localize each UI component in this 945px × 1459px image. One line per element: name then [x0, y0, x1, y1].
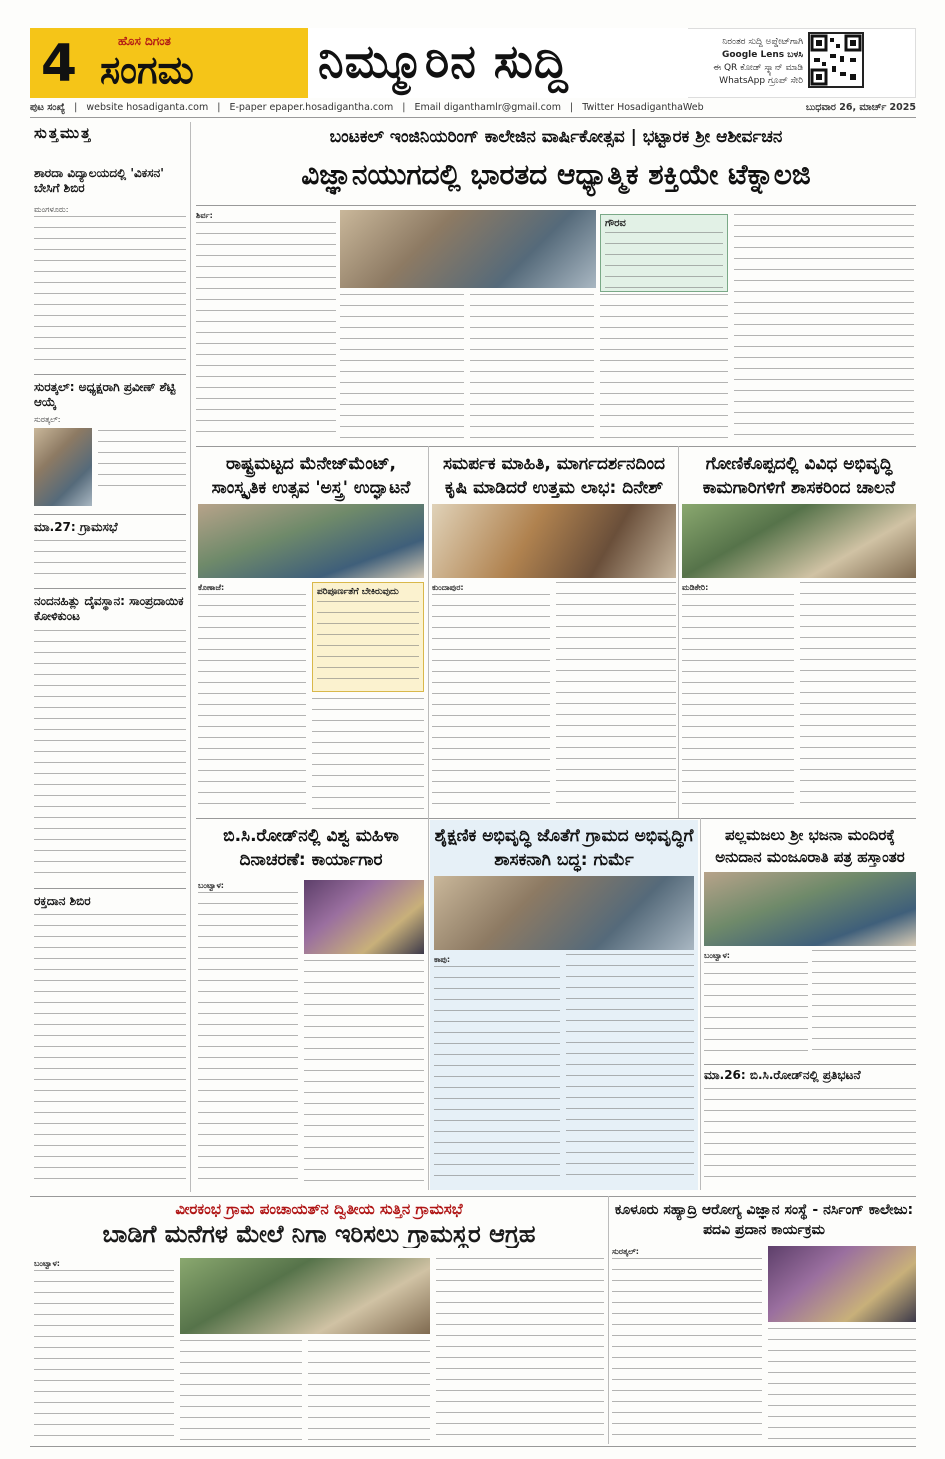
column-divider: [700, 818, 701, 1190]
story-dateline: ಮಡಿಕೇರಿ:: [682, 583, 709, 592]
story-body: [566, 954, 694, 1184]
column-label: ಸುತ್ತಮುತ್ತ: [34, 124, 93, 142]
story-headline: ಬಾಡಿಗೆ ಮನೆಗಳ ಮೇಲೆ ನಿಗಾ ಇರಿಸಲು ಗ್ರಾಮಸ್ಥರ ಆಗ್ರಹ: [102, 1220, 536, 1248]
sidebar-rule: [34, 588, 186, 589]
story-body: [682, 594, 794, 812]
story-headline: ಶೈಕ್ಷಣಿಕ ಅಭಿವೃದ್ಧಿ ಜೊತೆಗೆ ಗ್ರಾಮದ ಅಭಿವೃದ್ಧಿಗೆ ಶಾಸಕನಾಗಿ ಬದ್ಧ: ಗುರ್ಮೆ: [434, 826, 694, 870]
story-photo: [180, 1258, 430, 1334]
story-headline: ರಾಷ್ಟ್ರಮಟ್ಟದ ಮೆನೇಜ್‌ಮೆಂಟ್, ಸಾಂಸ್ಕೃತಿಕ ಉತ್ಸವ 'ಅಸ್ತ್ರ' ಉದ್ಘಾಟನೆ: [211, 454, 411, 498]
quote-box-body: [317, 601, 419, 681]
sidebar-story-headline: ಸುರತ್ಕಲ್: ಅಧ್ಯಕ್ಷರಾಗಿ ಪ್ರವೀಣ್ ಶೆಟ್ಟಿ ಆಯ್ಕೆ: [34, 380, 176, 409]
story-body: [612, 1258, 762, 1440]
story-dateline: ಬಂಟ್ವಾಳ:: [198, 881, 224, 890]
story-headline: ಸಮರ್ಪಕ ಮಾಹಿತಿ, ಮಾರ್ಗದರ್ಶನದಿಂದ ಕೃಷಿ ಮಾಡಿದರೆ ಉತ್ತಮ ಲಾಭ: ದಿನೇಶ್: [443, 454, 665, 498]
sidebar-story-body: [34, 630, 186, 880]
sidebar-rule: [34, 888, 186, 889]
qr-line: ಈ QR ಕೋಡ್ ಸ್ಕ್ಯಾನ್ ಮಾಡಿ: [713, 63, 803, 73]
sidebar-rule: [34, 374, 186, 375]
story-photo: [432, 504, 676, 578]
story-dateline: ಬಂಟ್ವಾಳ:: [704, 951, 730, 960]
qr-line: ನಿರಂತರ ಸುದ್ದಿ ಅಪ್ಡೇಟ್‌ಗಾಗಿ: [722, 37, 803, 47]
lead-body-col: [196, 222, 336, 440]
column-divider: [678, 446, 679, 818]
story-body: [304, 960, 424, 1184]
sidebar-rule: [34, 514, 186, 515]
brand-section-name: ಸಂಗಮ: [100, 48, 194, 92]
row-rule: [196, 446, 916, 447]
quote-box: [312, 582, 424, 692]
story-body: [434, 966, 560, 1184]
page-title: ನಿಮ್ಮೂರಿನ ಸುದ್ದಿ: [318, 34, 569, 88]
lead-photo: [340, 210, 596, 288]
column-divider: [428, 818, 429, 1190]
story-body: [198, 594, 306, 812]
story-photo: [198, 504, 424, 578]
row-rule: [704, 1064, 916, 1065]
story-dateline: ಬಂಟ್ವಾಳ:: [34, 1259, 60, 1268]
lead-kicker: ಬಂಟಕಲ್ ಇಂಜಿನಿಯರಿಂಗ್ ಕಾಲೇಜಿನ ವಾರ್ಷಿಕೋತ್ಸವ | ಭಟ್ಟಾರಕ ಶ್ರೀ ಆಶೀರ್ವಚನ: [329, 127, 783, 147]
lead-body-col: [600, 294, 728, 440]
story-body: [704, 962, 808, 1058]
twitter-link[interactable]: Twitter HosadiganthaWeb: [582, 102, 704, 113]
story-body: [198, 892, 298, 1184]
sidebar-story-dateline: ಮಂಗಳೂರು:: [34, 205, 69, 214]
issue-date: ಬುಧವಾರ 26, ಮಾರ್ಚ್ 2025: [805, 102, 916, 113]
sidebar-story-headline: ಶಾರದಾ ವಿದ್ಯಾಲಯದಲ್ಲಿ 'ವಿಕಸನ' ಬೇಸಿಗೆ ಶಿಬಿರ: [34, 166, 164, 195]
story-photo: [768, 1246, 916, 1322]
story-body: [800, 582, 916, 812]
info-bar: ಪುಟ ಸಂಖ್ಯೆ | website hosadiganta.com | E-paper epaper.hosadigantha.com | Email diganthamlr@gmail.com | Twitter HosadiganthaWeb ಬುಧವಾರ 26, ಮಾರ್ಚ್ 2025: [30, 100, 916, 118]
page-number: 4: [30, 28, 88, 98]
qr-line: Google Lens ಬಳಸಿ: [721, 50, 803, 60]
qr-instructions: [695, 36, 803, 88]
story-body: [556, 582, 676, 812]
column-divider: [428, 446, 429, 818]
sidebar-story-body: [34, 216, 186, 366]
email-link[interactable]: Email diganthamlr@gmail.com: [414, 102, 561, 113]
sidebar-story-body: [98, 430, 186, 496]
story-body: [704, 1088, 916, 1184]
story-dateline: ಕುಂದಾಪುರ:: [432, 583, 464, 592]
story-body: [308, 1340, 430, 1440]
story-dateline: ಕೊಣಾಜೆ:: [198, 583, 225, 592]
sidebar-story-dateline: ಸುರತ್ಕಲ್:: [34, 415, 61, 424]
row-rule: [196, 818, 916, 819]
row-rule: [30, 1196, 916, 1197]
page-label: ಪುಟ ಸಂಖ್ಯೆ: [30, 102, 66, 113]
story-photo: [434, 876, 694, 950]
sidebar-column-label: [34, 126, 184, 141]
story-headline: ಮಾ.26: ಬಿ.ಸಿ.ರೋಡ್‌ನಲ್ಲಿ ಪ್ರತಿಭಟನೆ: [704, 1068, 861, 1082]
story-body: [812, 950, 916, 1058]
story-headline: ಪಲ್ಲಮಜಲು ಶ್ರೀ ಭಜನಾ ಮಂದಿರಕ್ಕೆ ಅನುದಾನ ಮಂಜೂರಾತಿ ಪತ್ರ ಹಸ್ತಾಂತರ: [715, 826, 905, 866]
sidebar-divider: [190, 122, 191, 1192]
qr-code-icon[interactable]: [808, 32, 864, 88]
story-headline: ಕೂಳೂರು ಸಹ್ಯಾದ್ರಿ ಆರೋಗ್ಯ ವಿಜ್ಞಾನ ಸಂಸ್ಥೆ - ನರ್ಸಿಂಗ್ ಕಾಲೇಜು: ಪದವಿ ಪ್ರದಾನ ಕಾರ್ಯಕ್ರಮ: [614, 1202, 914, 1238]
info-box-title: ಗೌರವ: [605, 218, 626, 229]
sidebar-story-headline: ನಂದನಹಿತ್ಲು ದೈವಸ್ಥಾನ: ಸಾಂಪ್ರದಾಯಿಕ ಕೋಳಿಕುಂಟ: [34, 594, 184, 623]
story-body: [432, 594, 550, 812]
portrait-photo: [34, 428, 92, 506]
lead-headline: ವಿಜ್ಞಾನಯುಗದಲ್ಲಿ ಭಾರತದ ಆಧ್ಯಾತ್ಮಿಕ ಶಕ್ತಿಯೇ ಟೆಕ್ನಾಲಜಿ: [301, 158, 811, 191]
footer-rule: [30, 1446, 916, 1447]
lead-dateline: ಶಿರ್ವ:: [196, 211, 213, 220]
website-link[interactable]: website hosadiganta.com: [86, 102, 209, 113]
story-dateline: ಕಾಪು:: [434, 955, 451, 964]
quote-box-title: ಪರಿಪೂರ್ಣತೆಗೆ ಬೇಕಿರುವುದು: [317, 587, 399, 597]
story-photo: [304, 880, 424, 954]
story-body: [436, 1258, 604, 1440]
story-body: [768, 1328, 916, 1440]
lead-body-col: [470, 294, 594, 440]
info-box-body: [605, 232, 723, 288]
story-body: [180, 1340, 302, 1440]
brand-small-logo: ಹೊಸ ದಿಗಂತ: [118, 34, 171, 48]
sidebar-story-headline: ಮಾ.27: ಗ್ರಾಮಸಭೆ: [34, 520, 118, 534]
story-headline: ಗೋಣಿಕೊಪ್ಪದಲ್ಲಿ ವಿವಿಧ ಅಭಿವೃದ್ಧಿ ಕಾಮಗಾರಿಗಳಿಗೆ ಶಾಸಕರಿಂದ ಚಾಲನೆ: [702, 454, 896, 498]
lead-info-box: [600, 214, 728, 292]
epaper-link[interactable]: E-paper epaper.hosadigantha.com: [229, 102, 394, 113]
lead-rule: [196, 205, 916, 206]
sidebar-story-body: [34, 914, 186, 1184]
column-divider: [608, 1196, 609, 1444]
story-body: [34, 1270, 174, 1440]
story-photo: [704, 872, 916, 946]
story-body: [312, 698, 424, 812]
story-photo: [682, 504, 916, 578]
story-dateline: ಸುರತ್ಕಲ್:: [612, 1247, 639, 1256]
sidebar-story-body: [34, 540, 186, 580]
lead-body-col: [340, 294, 464, 440]
story-headline: ಬಿ.ಸಿ.ರೋಡ್‌ನಲ್ಲಿ ವಿಶ್ವ ಮಹಿಳಾ ದಿನಾಚರಣೆ: ಕಾರ್ಯಾಗಾರ: [223, 826, 399, 870]
story-kicker: ವೀರಕಂಭ ಗ್ರಾಮ ಪಂಚಾಯತ್‌ನ ದ್ವಿತೀಯ ಸುತ್ತಿನ ಗ್ರಾಮಸಭೆ: [175, 1200, 463, 1218]
qr-line: WhatsApp ಗ್ರೂಪ್ ಸೇರಿ: [719, 76, 803, 86]
lead-body-col: [734, 214, 914, 440]
sidebar-story-headline: ರಕ್ತದಾನ ಶಿಬಿರ: [34, 894, 91, 908]
